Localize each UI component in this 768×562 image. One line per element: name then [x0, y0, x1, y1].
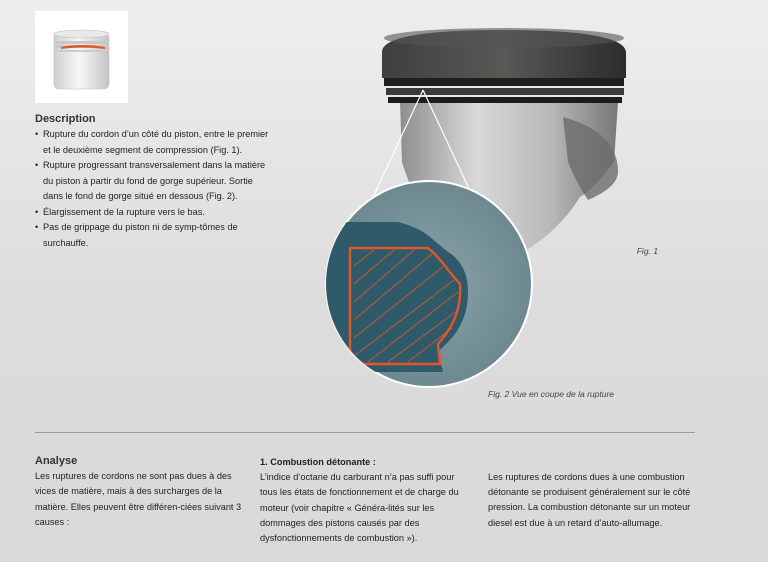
- cause1-title: 1. Combustion détonante :: [260, 457, 376, 467]
- description-heading: Description: [35, 113, 96, 125]
- list-item: • Rupture du cordon d’un côté du piston, entre le premier et le deuxième segment de compression (Fig. 1).: [35, 127, 275, 158]
- piston-thumbnail: [35, 11, 128, 103]
- description-list: [35, 127, 275, 251]
- analyse-col-2: [260, 455, 472, 546]
- description-section: [35, 113, 275, 251]
- fig1-caption: Fig. 1: [636, 246, 658, 256]
- list-item: • Pas de grippage du piston ni de symp-tômes de surchauffe.: [35, 220, 275, 251]
- cause1-text: L’indice d’octane du carburant n’a pas suffi pour tous les états de fonctionnement et de charge du moteur (voir chapitre « Généra-lités sur les dommages des pistons causés par des dysfonctionnements de combustion »).: [260, 472, 459, 544]
- analyse-col-3: [488, 470, 700, 531]
- piston-photo: [318, 22, 678, 392]
- analyse-heading: Analyse: [35, 455, 78, 467]
- analyse-col-1: [35, 454, 245, 530]
- col3-text: Les ruptures de cordons dues à une combustion détonante se produisent généralement sur le côté pression. La combustion détonante sur un moteur diesel est due à un retard d’auto-allumage.: [488, 472, 691, 528]
- fig2-caption: Fig. 2 Vue en coupe de la rupture: [488, 389, 615, 399]
- analyse-text: Les ruptures de cordons ne sont pas dues à des vices de matière, mais à des surcharges de la matière. Elles peuvent être différen-ciées suivant 3 causes :: [35, 471, 242, 527]
- section-divider: [35, 432, 695, 433]
- piston-thumbnail-icon: [35, 11, 128, 103]
- list-item: • Élargissement de la rupture vers le bas.: [35, 205, 275, 221]
- list-item: • Rupture progressant transversalement dans la matière du piston à partir du fond de gorge supérieur. Sortie dans le fond de gorge situé en dessous (Fig. 2).: [35, 158, 275, 205]
